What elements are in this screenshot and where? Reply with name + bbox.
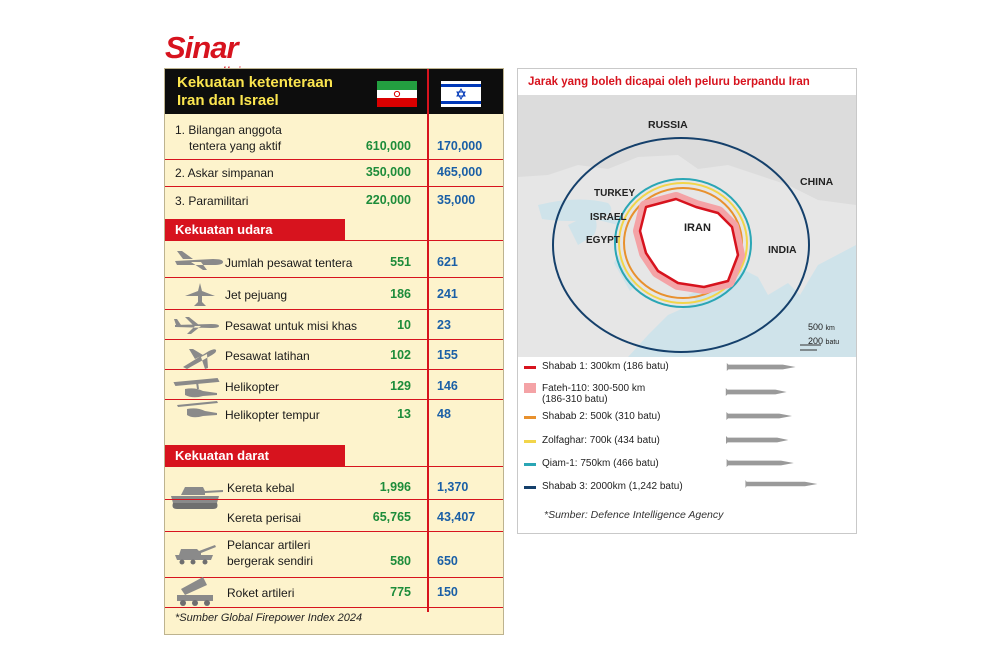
- legend-swatch: [524, 440, 536, 443]
- row-label-reserve: 2. Askar simpanan: [175, 166, 274, 180]
- legend-swatch: [524, 463, 536, 466]
- divider: [165, 399, 503, 400]
- divider: [165, 186, 503, 187]
- logo-brand: Sinar: [165, 30, 238, 65]
- iran-land-tank: 1,996: [379, 480, 411, 494]
- israel-reserve: 465,000: [437, 165, 483, 179]
- special-mission-plane-icon: [173, 315, 221, 335]
- missile-icon: [718, 388, 796, 396]
- israel-active: 170,000: [437, 139, 483, 153]
- panel-title-line1: Kekuatan ketenteraan: [177, 74, 333, 91]
- row-label-paramilitary: 3. Paramilitari: [175, 194, 249, 208]
- missile-icon: [718, 459, 804, 467]
- land-label-armored: Kereta perisai: [227, 511, 302, 525]
- right-source: *Sumber: Defence Intelligence Agency: [544, 509, 724, 521]
- military-strength-panel: [164, 68, 504, 635]
- sinar-harian-logo: [165, 30, 265, 70]
- fighter-jet-icon: [183, 282, 217, 308]
- air-label-attack-helicopter: Helikopter tempur: [225, 408, 320, 422]
- label-iran: IRAN: [684, 222, 711, 234]
- air-label-total: Jumlah pesawat tentera: [225, 256, 353, 270]
- israel-air-attack-helicopter: 48: [437, 407, 451, 421]
- divider: [165, 466, 503, 467]
- air-label-fighter: Jet pejuang: [225, 288, 288, 302]
- divider: [165, 531, 503, 532]
- iran-air-total: 551: [390, 255, 411, 269]
- land-label-tank: Kereta kebal: [227, 481, 295, 495]
- iran-air-fighter: 186: [390, 287, 411, 301]
- row-label-active: 1. Bilangan anggota tentera yang aktif: [175, 123, 282, 153]
- scale-batu: 200 batu: [808, 336, 840, 346]
- label-turkey: TURKEY: [594, 188, 636, 199]
- legend-swatch: [524, 366, 536, 369]
- divider: [165, 339, 503, 340]
- israel-paramilitary: 35,000: [437, 193, 476, 207]
- legend-swatch: [524, 416, 536, 419]
- cargo-plane-icon: [173, 249, 225, 271]
- label-russia: RUSSIA: [648, 119, 688, 131]
- israel-air-special: 23: [437, 318, 451, 332]
- panel-header: [165, 69, 503, 114]
- missile-range-panel: Jarak yang boleh dicapai oleh peluru berpandu Iran RUSSIA CHINA TURKEY ISRAEL EGYPT IRAN INDIA 500 km 200 batu Shabab 1: 300km (186 batu) Fateh-110: 300-500 km (186-310 batu) Shabab 2: 500k (310 batu) Zolfaghar: 700k (434 batu) Qiam-1: 750km (466 batu) Shabab 3: 2000km (1,242 batu) *Sumber: Defence Intelligence Agency: [517, 68, 857, 534]
- iran-air-helicopter: 129: [390, 379, 411, 393]
- section-land: Kekuatan darat: [165, 445, 345, 467]
- missile-icon: [718, 480, 846, 488]
- israel-land-tank: 1,370: [437, 480, 469, 494]
- divider: [165, 577, 503, 578]
- label-israel: ISRAEL: [590, 212, 627, 223]
- left-source: *Sumber Global Firepower Index 2024: [175, 612, 363, 624]
- air-label-trainer: Pesawat latihan: [225, 349, 310, 363]
- divider: [165, 159, 503, 160]
- israel-land-rocket: 150: [437, 585, 458, 599]
- label-india: INDIA: [768, 244, 797, 256]
- label-egypt: EGYPT: [586, 235, 620, 246]
- iran-air-special: 10: [397, 318, 411, 332]
- israel-land-armored: 43,407: [437, 510, 476, 524]
- israel-air-trainer: 155: [437, 348, 458, 362]
- panel-title-line2: Iran dan Israel: [177, 92, 279, 109]
- missile-icon: [718, 363, 806, 371]
- israel-flag-icon: [441, 81, 481, 107]
- land-label-spa: Pelancar artileri bergerak sendiri: [227, 538, 314, 568]
- land-label-rocket: Roket artileri: [227, 586, 295, 600]
- iran-reserve: 350,000: [365, 165, 411, 179]
- iran-land-spa: 580: [390, 554, 411, 568]
- map-title: Jarak yang boleh dicapai oleh peluru berpandu Iran: [528, 76, 810, 88]
- air-label-special: Pesawat untuk misi khas: [225, 319, 358, 333]
- self-propelled-artillery-icon: [173, 543, 217, 565]
- missile-icon: [718, 436, 798, 444]
- divider: [165, 499, 503, 500]
- trainer-plane-icon: [179, 345, 219, 371]
- divider: [165, 277, 503, 278]
- missile-icon: [718, 412, 802, 420]
- legend-swatch: [524, 486, 536, 489]
- iran-land-armored: 65,765: [372, 510, 411, 524]
- iran-active: 610,000: [365, 139, 411, 153]
- iran-paramilitary: 220,000: [365, 193, 411, 207]
- divider: [165, 607, 503, 608]
- section-air: Kekuatan udara: [165, 219, 345, 241]
- iran-air-attack-helicopter: 13: [397, 407, 411, 421]
- air-label-helicopter: Helikopter: [225, 380, 280, 394]
- iran-air-trainer: 102: [390, 348, 411, 362]
- divider: [165, 240, 503, 241]
- israel-air-fighter: 241: [437, 287, 458, 301]
- israel-air-total: 621: [437, 255, 458, 269]
- panel-title: [177, 74, 377, 110]
- scale-km: 500 km: [808, 322, 835, 332]
- divider: [165, 369, 503, 370]
- rocket-artillery-icon: [175, 575, 215, 607]
- divider: [165, 309, 503, 310]
- iran-land-rocket: 775: [390, 585, 411, 599]
- label-china: CHINA: [800, 176, 834, 188]
- israel-air-helicopter: 146: [437, 379, 458, 393]
- israel-land-spa: 650: [437, 554, 458, 568]
- tank-icon: [167, 481, 225, 511]
- legend-swatch: [524, 383, 536, 393]
- iran-flag-icon: [377, 81, 417, 107]
